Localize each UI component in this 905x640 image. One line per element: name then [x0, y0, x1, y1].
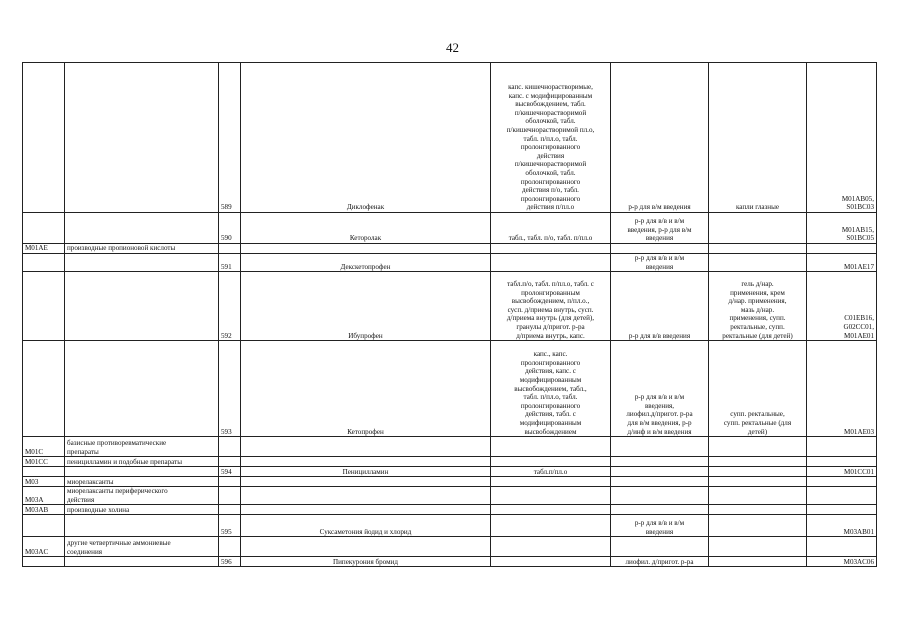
atc-code-cell: [23, 487, 65, 505]
oral-form-cell: [491, 467, 611, 477]
injection-form-cell: [611, 213, 709, 244]
injection-form-cell: [611, 437, 709, 457]
oral-form-cell: [491, 272, 611, 341]
row-number-cell: [219, 437, 241, 457]
group-name-cell: [65, 437, 219, 457]
row-number-cell: [219, 272, 241, 341]
row-number-cell-text: 589: [221, 203, 232, 212]
atc-codes-cell: [807, 213, 877, 244]
drug-name-cell: [241, 244, 491, 254]
injection-form-cell: [611, 537, 709, 557]
atc-codes-cell-text: M03AC06: [843, 557, 874, 566]
table-row: [23, 457, 877, 467]
row-number-cell-text: 592: [221, 331, 232, 340]
oral-form-cell: [491, 557, 611, 567]
group-name-cell: [65, 537, 219, 557]
group-name-cell-text: миорелаксанты: [67, 477, 114, 486]
atc-codes-cell-text: M03AB01: [843, 527, 874, 536]
table-row: [23, 537, 877, 557]
injection-form-cell: [611, 467, 709, 477]
drug-name-cell: [241, 537, 491, 557]
group-name-cell-text: другие четвертичные аммониевые соединения: [67, 539, 171, 556]
other-form-cell: [709, 487, 807, 505]
row-number-cell: [219, 244, 241, 254]
row-number-cell: [219, 515, 241, 537]
atc-codes-cell-text: C01EB16, G02CC01, M01AE01: [843, 314, 874, 340]
table-row: [23, 505, 877, 515]
row-number-cell-text: 594: [221, 467, 232, 476]
drug-name-cell: [241, 341, 491, 437]
atc-code-cell-text: M03: [25, 477, 39, 486]
atc-codes-cell-text: M01AB05, S01BC03: [841, 194, 874, 212]
row-number-cell-text: 591: [221, 262, 232, 271]
atc-code-cell: [23, 457, 65, 467]
atc-codes-cell-text: M01AE17: [844, 262, 874, 271]
table-row: [23, 254, 877, 272]
injection-form-cell: [611, 505, 709, 515]
other-form-cell-text: капли глазные: [735, 203, 780, 212]
table-row: [23, 467, 877, 477]
row-number-cell: [219, 487, 241, 505]
other-form-cell: [709, 272, 807, 341]
other-form-cell: [709, 63, 807, 213]
oral-form-cell: [491, 254, 611, 272]
atc-codes-cell: [807, 557, 877, 567]
table-row: [23, 477, 877, 487]
atc-code-cell-text: M03AC: [25, 547, 49, 556]
group-name-cell-text: миорелаксанты периферического действия: [67, 487, 168, 504]
drug-name-cell: [241, 63, 491, 213]
group-name-cell: [65, 272, 219, 341]
table-row: [23, 437, 877, 457]
oral-form-cell: [491, 487, 611, 505]
group-name-cell: [65, 63, 219, 213]
injection-form-cell: [611, 244, 709, 254]
atc-codes-cell: [807, 244, 877, 254]
group-name-cell: [65, 515, 219, 537]
row-number-cell: [219, 467, 241, 477]
drug-name-cell: [241, 467, 491, 477]
atc-codes-cell-text: M01CC01: [844, 467, 874, 476]
drug-name-cell: [241, 557, 491, 567]
drug-name-cell-text: Ибупрофен: [348, 331, 383, 340]
row-number-cell-text: 595: [221, 527, 232, 536]
page-number: 42: [446, 40, 459, 55]
atc-code-cell-text: M01CC: [25, 457, 48, 466]
row-number-cell: [219, 505, 241, 515]
drug-name-cell-text: Суксаметония йодид и хлорид: [319, 527, 412, 536]
other-form-cell: [709, 457, 807, 467]
injection-form-cell: [611, 487, 709, 505]
injection-form-cell-text: р-р для в/м введения: [628, 203, 691, 212]
oral-form-cell: [491, 477, 611, 487]
row-number-cell: [219, 254, 241, 272]
drug-name-cell: [241, 477, 491, 487]
drug-name-cell-text: Кеторолак: [349, 234, 382, 243]
oral-form-cell-text: табл., табл. п/о, табл. п/пл.о: [508, 234, 593, 243]
row-number-cell-text: 596: [221, 557, 232, 566]
atc-code-cell: [23, 557, 65, 567]
drug-name-cell: [241, 515, 491, 537]
atc-codes-cell: [807, 457, 877, 467]
table-body: [23, 63, 877, 567]
row-number-cell: [219, 457, 241, 467]
row-number-cell: [219, 477, 241, 487]
group-name-cell: [65, 341, 219, 437]
row-number-cell: [219, 557, 241, 567]
drug-name-cell: [241, 505, 491, 515]
injection-form-cell: [611, 557, 709, 567]
table-row: [23, 63, 877, 213]
injection-form-cell: [611, 63, 709, 213]
table-row: [23, 244, 877, 254]
oral-form-cell: [491, 457, 611, 467]
injection-form-cell: [611, 272, 709, 341]
oral-form-cell: [491, 515, 611, 537]
atc-code-cell: [23, 477, 65, 487]
injection-form-cell: [611, 477, 709, 487]
injection-form-cell-text: р-р для в/в введения: [628, 331, 691, 340]
other-form-cell: [709, 477, 807, 487]
row-number-cell-text: 590: [221, 234, 232, 243]
drug-name-cell: [241, 457, 491, 467]
other-form-cell: [709, 515, 807, 537]
atc-codes-cell: [807, 537, 877, 557]
other-form-cell-text: супп. ректальные, супп. ректальные (для детей): [723, 410, 792, 436]
group-name-cell: [65, 213, 219, 244]
oral-form-cell: [491, 244, 611, 254]
other-form-cell: [709, 254, 807, 272]
row-number-cell: [219, 341, 241, 437]
drug-name-cell-text: Кетопрофен: [347, 427, 384, 436]
table-row: [23, 515, 877, 537]
oral-form-cell-text: табл.п/о, табл. п/пл.о, табл. с пролонгированным высвобождением, п/пл.о., сусп. д/приема внутрь, сусп. д/приема внутрь (для детей), гранулы д/пригот. р-ра д/приема внутрь, капс.: [506, 280, 595, 340]
atc-code-cell: [23, 213, 65, 244]
injection-form-cell-text: р-р для в/в и в/м введения: [634, 519, 685, 536]
atc-codes-cell: [807, 477, 877, 487]
injection-form-cell: [611, 457, 709, 467]
injection-form-cell-text: р-р для в/в и в/м введения, лиофил.д/пригот. р-ра для в/м введения, р-р д/инф и в/м введения: [626, 393, 693, 436]
drug-name-cell: [241, 213, 491, 244]
drug-name-cell: [241, 487, 491, 505]
atc-code-cell: [23, 254, 65, 272]
table-row: [23, 272, 877, 341]
atc-codes-cell-text: M01AE03: [844, 427, 874, 436]
atc-code-cell: [23, 505, 65, 515]
oral-form-cell-text: табл.п/пл.о: [533, 467, 568, 476]
row-number-cell: [219, 213, 241, 244]
atc-codes-cell: [807, 272, 877, 341]
group-name-cell: [65, 557, 219, 567]
atc-code-cell: [23, 244, 65, 254]
atc-codes-cell: [807, 63, 877, 213]
atc-code-cell: [23, 467, 65, 477]
table-row: [23, 557, 877, 567]
atc-codes-cell: [807, 254, 877, 272]
atc-codes-cell: [807, 505, 877, 515]
atc-code-cell: [23, 515, 65, 537]
oral-form-cell: [491, 537, 611, 557]
other-form-cell: [709, 437, 807, 457]
oral-form-cell-text: капс. кишечнорастворимые, капс. с модифицированным высвобождением, табл. п/кишечнорастворимой оболочкой, табл. п/кишечнорастворимой пл.о, табл. п/пл.о, табл. пролонгированного действия п/кишечнорастворимой оболочкой, табл. пролонгированного действия п/о, табл. пролонгированного действия п/пл.о: [506, 83, 595, 212]
drug-name-cell-text: Пипекурония бромид: [333, 557, 398, 566]
injection-form-cell-text: лиофил. д/пригот. р-ра: [625, 557, 694, 566]
group-name-cell: [65, 244, 219, 254]
drug-name-cell: [241, 254, 491, 272]
oral-form-cell-text: капс., капс. пролонгированного действия, капс. с модифицированным высвобождением, табл., табл. п/пл.о, табл. пролонгированного действия, табл. с модифицированным высвобождением: [514, 350, 587, 436]
atc-code-cell-text: M01C: [25, 447, 44, 456]
oral-form-cell: [491, 437, 611, 457]
atc-code-cell: [23, 272, 65, 341]
group-name-cell: [65, 457, 219, 467]
oral-form-cell: [491, 341, 611, 437]
other-form-cell-text: гель д/нар. применения, крем д/нар. применения, мазь д/нар. применения, супп. ректальные, супп. ректальные (для детей): [722, 280, 793, 340]
table-row: [23, 487, 877, 505]
injection-form-cell: [611, 341, 709, 437]
oral-form-cell: [491, 505, 611, 515]
oral-form-cell: [491, 213, 611, 244]
group-name-cell: [65, 487, 219, 505]
atc-codes-cell: [807, 487, 877, 505]
group-name-cell-text: производные холина: [67, 505, 130, 514]
group-name-cell: [65, 254, 219, 272]
atc-codes-cell: [807, 515, 877, 537]
group-name-cell-text: производные пропионовой кислоты: [67, 244, 176, 253]
group-name-cell: [65, 505, 219, 515]
table-row: [23, 341, 877, 437]
drug-name-cell: [241, 272, 491, 341]
row-number-cell-text: 593: [221, 427, 232, 436]
drug-name-cell: [241, 437, 491, 457]
atc-code-cell: [23, 63, 65, 213]
atc-codes-cell: [807, 467, 877, 477]
atc-codes-cell-text: M01AB15, S01BC05: [841, 225, 874, 243]
atc-code-cell-text: M03A: [25, 495, 44, 504]
injection-form-cell: [611, 515, 709, 537]
other-form-cell: [709, 213, 807, 244]
drug-name-cell-text: Диклофенак: [346, 203, 385, 212]
table-row: [23, 213, 877, 244]
drug-name-cell-text: Пеницилламин: [342, 467, 389, 476]
atc-code-cell: [23, 341, 65, 437]
other-form-cell: [709, 505, 807, 515]
other-form-cell: [709, 557, 807, 567]
drug-name-cell-text: Декскетопрофен: [340, 262, 391, 271]
oral-form-cell: [491, 63, 611, 213]
group-name-cell: [65, 477, 219, 487]
atc-code-cell: [23, 537, 65, 557]
atc-codes-cell: [807, 341, 877, 437]
injection-form-cell-text: р-р для в/в и в/м введения: [634, 254, 685, 271]
injection-form-cell: [611, 254, 709, 272]
atc-code-cell: [23, 437, 65, 457]
row-number-cell: [219, 63, 241, 213]
drug-list-table: [22, 62, 877, 567]
atc-code-cell-text: M01AE: [25, 244, 48, 253]
atc-codes-cell: [807, 437, 877, 457]
other-form-cell: [709, 244, 807, 254]
other-form-cell: [709, 341, 807, 437]
other-form-cell: [709, 537, 807, 557]
atc-code-cell-text: M03AB: [25, 505, 49, 514]
group-name-cell-text: базисные противоревматические препараты: [67, 439, 167, 456]
group-name-cell-text: пеницилламин и подобные препараты: [67, 457, 182, 466]
row-number-cell: [219, 537, 241, 557]
other-form-cell: [709, 467, 807, 477]
group-name-cell: [65, 467, 219, 477]
injection-form-cell-text: р-р для в/в и в/м введения, р-р для в/м введения: [627, 217, 692, 243]
